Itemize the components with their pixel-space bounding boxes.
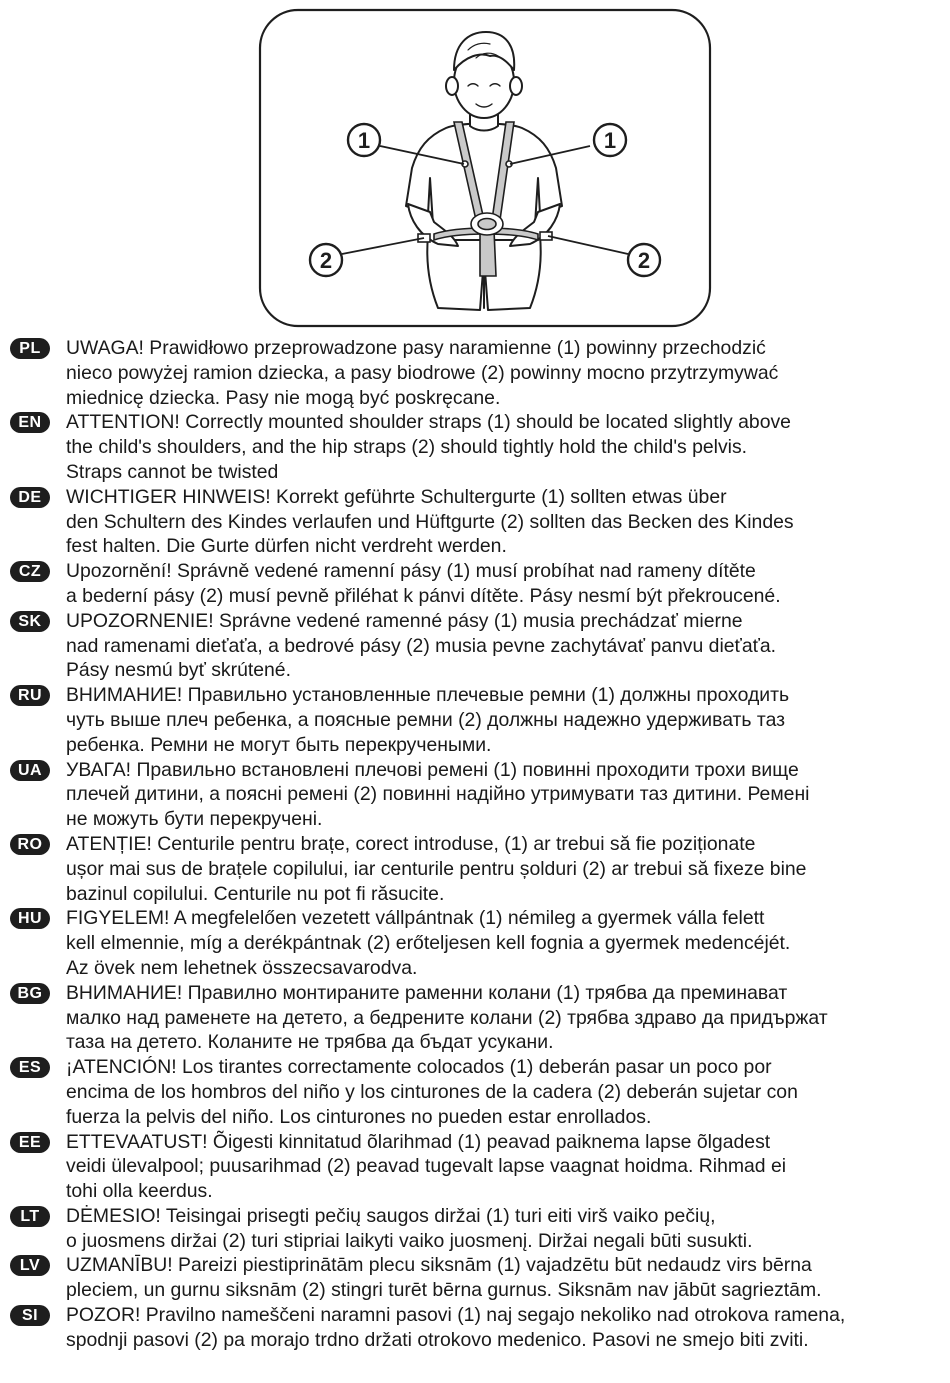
instruction-line: a bederní pásy (2) musí pevně přiléhat k pánvi dítěte. Pásy nesmí být překroucené. — [66, 584, 781, 607]
instruction-ro — [10, 832, 945, 906]
instruction-line: не можуть бути перекручені. — [66, 808, 323, 831]
instruction-line: kell elmennie, míg a derékpántnak (2) erőteljesen kell fognia a gyermek medencéjét. — [66, 932, 791, 955]
callout-1-right — [594, 124, 626, 156]
instruction-line: den Schultern des Kindes verlaufen und Hüftgurte (2) sollten das Becken des Kindes — [66, 510, 794, 533]
instruction-hu — [10, 906, 945, 980]
instruction-line: fest halten. Die Gurte dürfen nicht verdreht werden. — [66, 535, 507, 558]
instruction-line: таза на детето. Коланите не трябва да бъдат усукани. — [66, 1031, 554, 1054]
callout-2-right-label: 2 — [637, 248, 651, 273]
instruction-line: ВНИМАНИЕ! Правильно установленные плечевые ремни (1) должны проходить — [66, 684, 790, 707]
multilingual-instructions — [10, 336, 945, 1353]
instruction-sk — [10, 609, 945, 683]
instruction-line: Upozornění! Správně vedené ramenní pásy (1) musí probíhat nad rameny dítěte — [66, 560, 756, 583]
language-badge: EE — [10, 1132, 50, 1153]
crotch-strap — [480, 230, 496, 276]
callout-1-right-label: 1 — [603, 128, 617, 153]
instruction-line: ETTEVAATUST! Õigesti kinnitatud õlarihmad (1) peavad paiknema lapse õlgadest — [66, 1130, 771, 1153]
instruction-lt — [10, 1204, 945, 1254]
language-badge: RO — [10, 834, 50, 855]
instruction-line: POZOR! Pravilno nameščeni naramni pasovi (1) naj segajo nekoliko nad otrokova ramena, — [66, 1304, 846, 1327]
instruction-line: FIGYELEM! A megfelelően vezetett vállpántnak (1) némileg a gyermek válla felett — [66, 907, 765, 930]
callout-1-left-label: 1 — [357, 128, 371, 153]
instruction-line: fuerza la pelvis del niño. Los cinturones no pueden estar enrollados. — [66, 1105, 652, 1128]
instruction-line: ВНИМАНИЕ! Правилно монтираните раменни колани (1) трябва да преминават — [66, 981, 788, 1004]
language-badge: BG — [10, 983, 50, 1004]
language-badge: ES — [10, 1057, 50, 1078]
language-badge: LT — [10, 1206, 50, 1227]
instruction-line: miednicę dziecka. Pasy nie mogą być poskręcane. — [66, 386, 501, 409]
callout-2-right — [628, 244, 660, 276]
instruction-line: ATENȚIE! Centurile pentru brațe, corect introduse, (1) ar trebui să fie poziționate — [66, 832, 756, 855]
instruction-ru — [10, 683, 945, 757]
instruction-line: encima de los hombros del niño y los cinturones de la cadera (2) deberán sujetar con — [66, 1080, 798, 1103]
instruction-line: UPOZORNENIE! Správne vedené ramenné pásy (1) musia prechádzať mierne — [66, 609, 743, 632]
instruction-line: ATTENTION! Correctly mounted shoulder straps (1) should be located slightly above — [66, 411, 791, 434]
language-badge: SI — [10, 1305, 50, 1326]
instruction-line: плечей дитини, а поясні ремені (2) повинні надійно утримувати таз дитини. Ремені — [66, 783, 810, 806]
instruction-line: UZMANĪBU! Pareizi piestiprinātām plecu siksnām (1) vajadzētu būt nedaudz virs bērna — [66, 1254, 812, 1277]
language-badge: UA — [10, 760, 50, 781]
instruction-line: UWAGA! Prawidłowo przeprowadzone pasy naramienne (1) powinny przechodzić — [66, 337, 766, 359]
instruction-line: pleciem, un gurnu siksnām (2) stingri turēt bērna gurnus. Siksnām nav jābūt sagrieztām. — [66, 1279, 822, 1302]
instruction-es — [10, 1055, 945, 1129]
instruction-line: tohi olla keerdus. — [66, 1180, 213, 1203]
instruction-de — [10, 485, 945, 559]
instruction-line: veidi ülevalpool; puusarihmad (2) peavad tugevalt lapse vaagnat hoidma. Rihmad ei — [66, 1155, 787, 1178]
instruction-cz — [10, 559, 945, 609]
instruction-pl — [10, 336, 945, 410]
instruction-line: Pásy nesmú byť skrútené. — [66, 659, 291, 682]
instruction-line: WICHTIGER HINWEIS! Korrekt geführte Schultergurte (1) sollten etwas über — [66, 485, 727, 508]
language-badge: EN — [10, 412, 50, 433]
callout-2-left-label: 2 — [319, 248, 333, 273]
instruction-line: o juosmens diržai (2) turi stipriai laikyti vaiko juosmenį. Diržai negali būti susukti. — [66, 1229, 753, 1252]
instruction-ua — [10, 758, 945, 832]
language-badge: HU — [10, 908, 50, 929]
language-badge: PL — [10, 338, 50, 359]
instruction-line: Az övek nem lehetnek összecsavarodva. — [66, 956, 418, 979]
language-badge: LV — [10, 1255, 50, 1276]
instruction-bg — [10, 981, 945, 1055]
instruction-line: the child's shoulders, and the hip straps (2) should tightly hold the child's pelvis. — [66, 436, 748, 459]
language-badge: RU — [10, 685, 50, 706]
instruction-line: bazinul copilului. Centurile nu pot fi răsucite. — [66, 882, 445, 905]
instruction-line: DĖMESIO! Teisingai prisegti pečių saugos diržai (1) turi eiti virš vaiko pečių, — [66, 1204, 716, 1227]
instruction-line: Straps cannot be twisted — [66, 460, 279, 483]
language-badge: SK — [10, 611, 50, 632]
instruction-line: малко над раменете на детето, а бедрените колани (2) трябва здраво да придържат — [66, 1006, 828, 1029]
callout-2-left — [310, 244, 342, 276]
instruction-line: ușor mai sus de brațele copilului, iar centurile pentru șolduri (2) ar trebui să fixeze bine — [66, 857, 807, 880]
instruction-line: nad ramenami dieťaťa, a bedrové pásy (2) musia pevne zachytávať panvu dieťaťa. — [66, 634, 777, 657]
instruction-lv — [10, 1253, 945, 1303]
instruction-si — [10, 1303, 945, 1353]
instruction-line: чуть выше плеч ребенка, а поясные ремни (2) должны надежно удерживать таз — [66, 708, 786, 731]
callout-1-left — [348, 124, 380, 156]
language-badge: DE — [10, 487, 50, 508]
instruction-en — [10, 410, 945, 484]
instruction-line: spodnji pasovi (2) pa morajo trdno držati otrokovo medenico. Pasovi ne smejo biti zviti. — [66, 1328, 809, 1351]
instruction-line: ребенка. Ремни не могут быть перекручеными. — [66, 733, 492, 756]
instruction-line: УВАГА! Правильно встановлені плечові ремені (1) повинні проходити трохи вище — [66, 758, 799, 781]
instruction-ee — [10, 1130, 945, 1204]
instruction-line: ¡ATENCIÓN! Los tirantes correctamente colocados (1) deberán pasar un poco por — [66, 1056, 772, 1079]
harness-illustration — [258, 8, 712, 328]
instruction-line: nieco powyżej ramion dziecka, a pasy biodrowe (2) powinny mocno przytrzymywać — [66, 361, 779, 384]
language-badge: CZ — [10, 561, 50, 582]
